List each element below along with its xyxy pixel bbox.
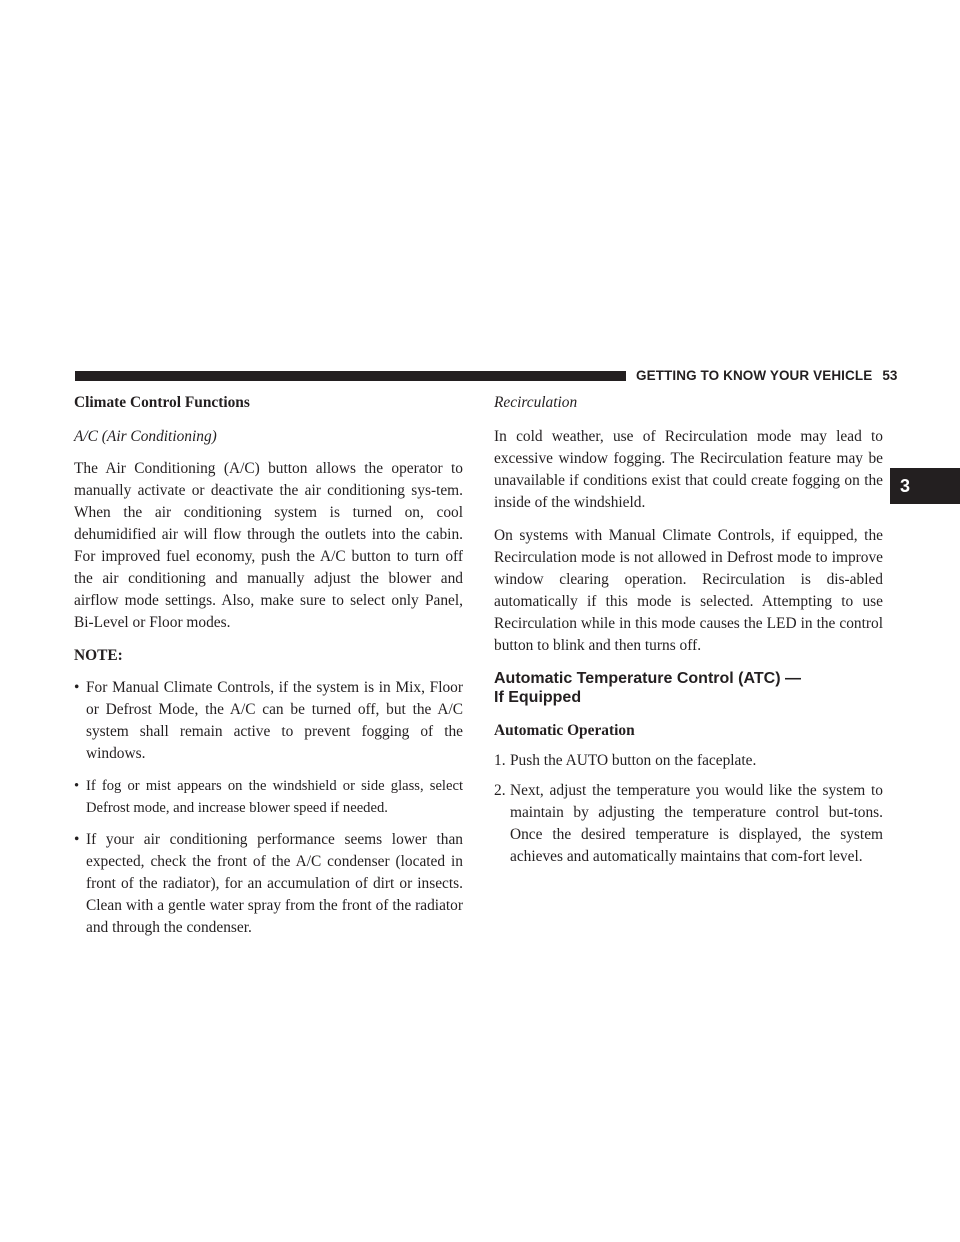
- bullet-text: If your air conditioning performance seems lower than expected, check the front of the A/C condenser (located in front of the radiator), for an accumulation of dirt or insects. Clean with a gentle water spray from the front of the radiator and through the condenser.: [86, 831, 463, 936]
- list-item: [74, 677, 463, 765]
- step-number: 2.: [494, 782, 506, 799]
- page-number: 53: [882, 368, 898, 383]
- note-label: NOTE:: [74, 647, 123, 664]
- section-heading-line-2: If Equipped: [494, 689, 582, 706]
- step-text: Push the AUTO button on the faceplate.: [510, 752, 757, 769]
- running-header: [636, 366, 898, 386]
- bullet-mark: •: [74, 778, 80, 794]
- list-item: [494, 750, 883, 772]
- bullet-text: For Manual Climate Controls, if the system is in Mix, Floor or Defrost Mode, the A/C can be turned off, but the A/C system shall remain active to prevent fogging of the windows.: [86, 679, 463, 762]
- bullet-mark: •: [74, 679, 80, 696]
- step-number: 1.: [494, 752, 506, 769]
- section-heading-line-1: Automatic Temperature Control (ATC) —: [494, 670, 801, 687]
- step-text: Next, adjust the temperature you would like the system to maintain by adjusting the temperature control but-tons. Once the desired temperature is displayed, the system achieves and automatically maintains that com-fort level.: [510, 782, 883, 865]
- list-item: [74, 829, 463, 939]
- bullet-mark: •: [74, 831, 80, 848]
- subheading-recirculation: Recirculation: [494, 394, 578, 411]
- section-heading-atc: [494, 669, 883, 707]
- bullet-text: If fog or mist appears on the windshield or side glass, select Defrost mode, and increase blower speed if needed.: [86, 778, 463, 816]
- left-column: [74, 392, 463, 939]
- heading-climate-control-functions: Climate Control Functions: [74, 394, 250, 411]
- list-item: [74, 775, 463, 819]
- list-item: [494, 780, 883, 868]
- section-title: GETTING TO KNOW YOUR VEHICLE: [636, 368, 873, 383]
- recirculation-paragraph-1: In cold weather, use of Recirculation mode may lead to excessive window fogging. The Recirculation feature may be unavailable if conditions exist that could create fogging on the inside of the windshield.: [494, 428, 883, 511]
- right-column: [494, 392, 883, 868]
- header-rule: [75, 371, 626, 381]
- heading-automatic-operation: Automatic Operation: [494, 722, 635, 739]
- ac-paragraph: The Air Conditioning (A/C) button allows the operator to manually activate or deactivate the air conditioning sys-tem. When the air conditioning system is turned on, cool dehumidified air will flow through the outlets into the cabin. For improved fuel economy, push the A/C button to turn off the air conditioning and manually adjust the blower and airflow mode settings. Also, make sure to select only Panel, Bi-Level or Floor modes.: [74, 460, 463, 631]
- chapter-tab: 3: [890, 468, 960, 504]
- recirculation-paragraph-2: On systems with Manual Climate Controls, if equipped, the Recirculation mode is not allowed in Defrost mode to improve window clearing operation. Recirculation is dis-abled automatically if this mode is selected. Attempting to use Recirculation while in this mode causes the LED in the control button to blink and then turns off.: [494, 527, 883, 654]
- subheading-ac: A/C (Air Conditioning): [74, 428, 217, 445]
